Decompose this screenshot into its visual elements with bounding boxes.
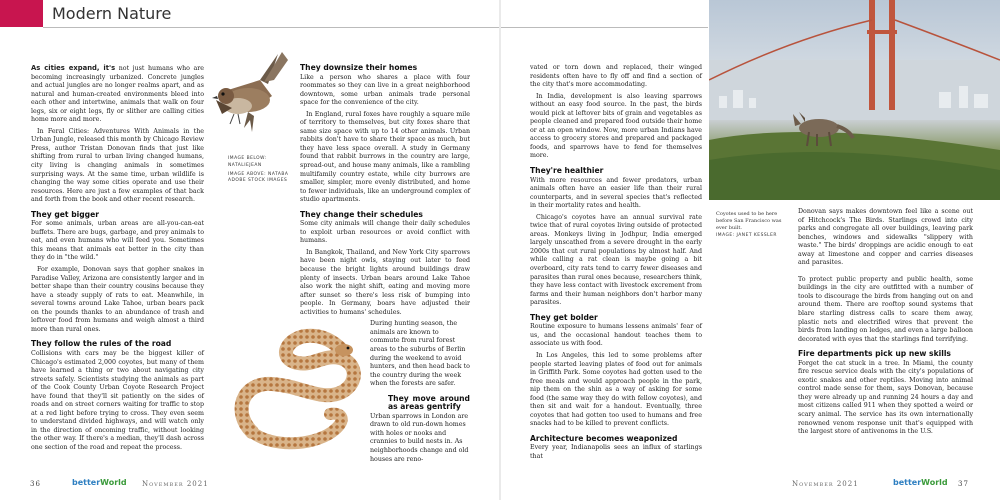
sparrow-photo [208, 50, 293, 150]
article-column-2 [300, 64, 470, 467]
section-title: Modern Nature [52, 4, 172, 23]
page-number-left: 36 [30, 480, 41, 488]
intro-paragraph [31, 64, 204, 125]
brand-logo-right [893, 478, 948, 487]
brand-part-a: better [72, 478, 101, 487]
paragraph: Routine exposure to humans lessens animals' fear of us, and the occasional handout teaches them to associate us with food. [530, 323, 702, 348]
paragraph: In Feral Cities: Adventures With Animals in the Urban Jungle, released this month by Chicago Review Press, author Tristan Donovan finds that just like shifting from rural to urban living changed humans, city living is changing animals in sometimes surprising ways. At the same time, urban wildlife is changing the way some cities operate and use their resources. Here are just a few examples of that back and forth from the book and other recent research. [31, 127, 204, 204]
subhead-gentrify: They move around as areas gentrify [388, 393, 470, 412]
page-gutter [499, 0, 501, 500]
paragraph: In Bangkok, Thailand, and New York City sparrows have been night owls, staying out later to feed because the bright lights around buildings draw plenty of insects. Urban bears around Lake Tahoe also work the night shift, eating and moving more after sunset so there's less risk of bumping into people. In Germany, boars have adjusted their activities to humans' schedules. [300, 248, 470, 316]
brand-part-b: World [100, 478, 127, 487]
paragraph: vated or torn down and replaced, their winged residents often have to fly off and find a section of the city that's more accommodating. [530, 64, 702, 89]
issue-date-left: November 2021 [142, 480, 209, 488]
paragraph: Chicago's coyotes have an annual survival rate twice that of rural coyotes living outside of protected areas. Monkeys living in Jodhpur, India emerged largely unscathed from a severe drought in the early 2000s that cut rural populations by almost half. And while calling a rat clean is maybe going a bit overboard, city rats tend to carry fewer diseases and parasites than rural ones because, researchers think, they have less contact with livestock excrement from farms and their human neighbors don't harbor many parasites. [530, 213, 702, 307]
coyote-credit: IMAGE: JANET KESSLER [716, 233, 777, 239]
paragraph: In Los Angeles, this led to some problems after people started leaving plates of food out for animals in Griffith Park. Some coyotes had gotten used to the free meals and would approach people in the park, nip them on the shin as a way of asking for some food (the same way they do with fellow coyotes), and then sit and wait for a handout. Eventually, three coyotes that had gotten too used to humans and free snacks had to be killed to prevent conflicts. [530, 351, 702, 428]
brand-part-a: better [893, 478, 922, 487]
paragraph: To protect public property and public health, some buildings in the city are outfitted with a number of tools to discourage the birds from hanging out on and around them. There are rooftop sound systems that blare starling distress calls to scare them away, plastic nets and electrified wires that prevent the birds from landing on ledges, and even a large balloon decorated with eyes that the starlings find terrifying. [798, 275, 973, 343]
coyote-caption [716, 211, 788, 240]
paragraph: Every year, Indianapolis sees an influx of starlings that [530, 444, 702, 460]
issue-date-right: November 2021 [792, 480, 859, 488]
subhead-road: They follow the rules of the road [31, 339, 172, 349]
page-number-right: 37 [958, 480, 969, 488]
header-rule [43, 27, 708, 28]
paragraph: In India, development is also leaving sparrows without an easy food source. In the past, the birds would pick at leftover bits of grain and vegetables as people cleaned and prepared food outside their home or at an open window. Now, more urban Indians have access to grocery stores and prepared and packaged foods, and sparrows have to fend for themselves more. [530, 92, 702, 160]
subhead-bolder: They get bolder [530, 312, 598, 322]
coyote-photo [709, 0, 1000, 200]
article-column-1 [31, 64, 204, 456]
brand-part-b: World [921, 478, 948, 487]
subhead-weapon: Architecture becomes weaponized [530, 433, 678, 443]
bird-below-credit: IMAGE BELOW: NATALIEJEAN [228, 156, 267, 168]
paragraph: Donovan says makes downtown feel like a scene out of Hitchcock's The Birds. Starlings crowd into city parks and congregate all over buildings, leaving park benches, windows and sidewalks "slippery with waste." The birds' droppings are acidic enough to eat away at limestone and copper and carries diseases and parasites. [798, 208, 973, 267]
subhead-bigger: They get bigger [31, 209, 99, 219]
paragraph: Forget the cat stuck in a tree. In Miami, the county fire rescue service deals with the city's populations of exotic snakes and other reptiles. Moving into animal control made sense for them, says Donovan, because they were already up and running 24 hours a day and most citizens called 911 when they spotted a weird or scary animal. The service has its own internationally renowned venom response unit that's equipped with the largest store of antivenoms in the U.S. [798, 359, 973, 436]
section-accent-bar [0, 0, 43, 27]
coyote-caption-text: Coyotes used to be here before San Francisco was ever built. [716, 211, 782, 231]
intro-kicker: As cities expand, it's [31, 64, 116, 72]
paragraph: With more resources and fewer predators, urban animals often have an easier life than their rural counterparts, and in several species that's reflected in their mortality rates and health. [530, 176, 702, 210]
bird-above-credit: IMAGE ABOVE: NATABA ADOBE STOCK IMAGES [228, 171, 289, 184]
article-column-4 [798, 208, 973, 440]
paragraph: In England, rural foxes have roughly a square mile of territory to themselves, but city foxes share that same size space with up to 14 other animals. Urban rabbits don't have to share their space as much, but they have less space overall. A study in Germany found that rabbit burrows in the country are large, spread-out, and house many animals, like a rambling multifamily country estate, while city burrows are smaller, simpler, more evenly distributed, and home to fewer individuals, like an underground complex of studio apartments. [300, 110, 470, 204]
bird-caption [228, 156, 294, 185]
paragraph: For example, Donovan says that gopher snakes in Paradise Valley, Arizona are consistently larger and in better shape than their country cousins because they have a steady supply of rats to eat. Meanwhile, in several towns around Lake Tahoe, urban bears pack on the pounds thanks to an abundance of trash and leftover food from humans and weigh almost a third more than rural ones. [31, 266, 204, 333]
subhead-healthier: They're healthier [530, 166, 604, 176]
paragraph: Urban sparrows in London are drawn to old run-down homes with holes or nooks and crannies to build nests in. As neighborhoods change and old houses are reno- [370, 412, 469, 463]
brand-logo-left [72, 478, 127, 487]
paragraph: Some city animals will change their daily schedules to exploit urban resources or avoid conflict with humans. [300, 220, 470, 245]
subhead-fire: Fire departments pick up new skills [798, 349, 951, 359]
article-column-3 [530, 64, 702, 465]
subhead-schedules: They change their schedules [300, 209, 423, 219]
paragraph: Like a person who shares a place with four roommates so they can live in a great neighborhood downtown, some urban animals trade personal space for the convenience of the city. [300, 73, 470, 107]
intro-text: not just humans who are becoming increasingly urbanized. Concrete jungles and actual jungles are no longer realms apart, and as natural and human-created environments bleed into each other and intertwine, animals that walk on four legs, six or eight legs, fly or slither are calling cities home more and more. [31, 65, 204, 124]
subhead-downsize: They downsize their homes [300, 63, 418, 72]
paragraph: Collisions with cars may be the biggest killer of Chicago's estimated 2,000 coyotes, but many of them have learned a thing or two about navigating city streets safely. Scientists studying the animals as part of the Cook County Urban Coyote Research Project have found that they'll sit patiently on the sides of roads and on street corners waiting for traffic to stop at a red light before trying to cross. They even seem to understand divided highways, and will watch only in the direction of oncoming traffic, without looking the other way. If there's a median, they'll dash across one section of the road and repeat the process. [31, 349, 204, 451]
paragraph: For some animals, urban areas are all-you-can-eat buffets. There are bugs, garbage, and prey animals to eat, and even humans who will feed you. Sometimes this means that animals eat better in the city than they do in "the wild." [31, 220, 204, 262]
paragraph: During hunting season, the animals are known to commute from rural forest areas to the suburbs of Berlin during the weekend to avoid hunters, and then head back to the country during the week when the forests are safer. [370, 320, 470, 388]
